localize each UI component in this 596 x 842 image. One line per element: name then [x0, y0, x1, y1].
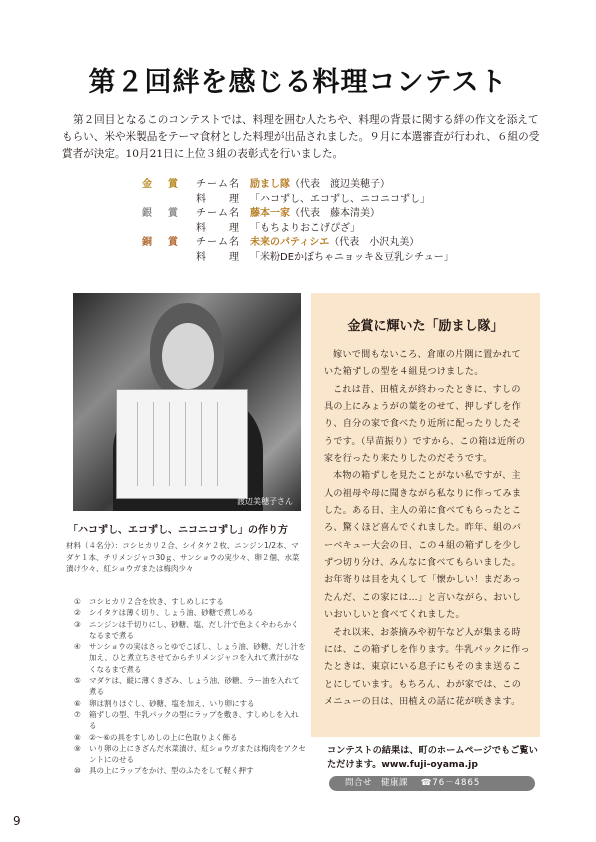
- recipe-step: ③ ニンジンは千切りにし、砂糖、塩、だし汁で色よくやわらかくなるまで煮る: [74, 619, 299, 640]
- award-silver-dish-row: [142, 222, 482, 237]
- recipe-steps: [68, 596, 306, 777]
- results-notice: コンテストの結果は、町のホームページでもご覧いただけます。www.fuji-oyama.jp: [327, 745, 538, 770]
- person-face: [162, 323, 214, 389]
- intro-paragraph: 第２回目となるこのコンテストでは、料理を囲む人たちや、料理の背景に関する絆の作文を添えてもらい、米や米製品をテーマ食材とした料理が出品されました。９月に本選審査が行われ、６組の受賞者が決定。10月21日に上位３組の表彰式を行いました。: [62, 114, 540, 160]
- awards-list: [142, 178, 482, 265]
- silver-prize-label: 銀 賞: [142, 208, 181, 219]
- story-paragraph: 嫁いで間もないころ、倉庫の片隅に置かれていた箱ずしの型を４組見つけました。: [324, 350, 521, 378]
- dish-label: 料 理: [196, 251, 240, 263]
- recipe-step: ⑩ 具の上にラップをかけ、型のふたをして軽く押す: [74, 766, 254, 776]
- recipe-ingredients: 材料（４名分）：コシヒカリ２合、シイタケ２枚、ニンジン1/2本、マダケ１本、チリメンジャコ30ｇ、サンショウの実少々、卵２個、水菜漬け少々、紅ショウガまたは梅肉少々: [66, 541, 300, 574]
- dish-label: 料 理: [196, 222, 240, 234]
- page-title: 第２回絆を感じる料理コンテスト: [88, 67, 508, 98]
- contact-phone: ☎76－4865: [420, 778, 481, 788]
- award-gold-team-row: [142, 178, 482, 193]
- team-label: チーム名: [196, 237, 240, 248]
- recipe-step: ② シイタケは薄く切り、しょう油、砂糖で煮しめる: [74, 608, 254, 618]
- photo-caption: 渡辺美穂子さん: [237, 497, 293, 506]
- recipe-step: ⑧ ②～⑥の具をすしめしの上に色取りよく飾る: [74, 732, 238, 742]
- team-label: チーム名: [196, 208, 240, 219]
- gold-team-rep: （代表 渡辺美穂子）: [290, 179, 390, 190]
- award-bronze-dish-row: [142, 251, 482, 266]
- recipe-title: 「ハコずし、エコずし、ニコニコずし」の作り方: [68, 525, 288, 536]
- recipe-step: ⑦ 箱ずしの型、牛乳パックの型にラップを敷き、すしめしを入れる: [74, 709, 299, 731]
- award-gold-dish-row: [142, 193, 482, 208]
- bronze-team-name: 未来のパティシエ: [250, 237, 330, 248]
- silver-team-rep: （代表 藤本清美）: [290, 208, 380, 219]
- award-silver-team-row: [142, 207, 482, 222]
- contact-label: 問合せ 健康課: [345, 778, 409, 788]
- award-bronze-team-row: [142, 236, 482, 251]
- gold-team-name: 励まし隊: [250, 179, 290, 190]
- story-paragraph: 本物の箱ずしを見たことがない私ですが、主人の祖母や母に聞きながら私なりに作ってみました。ある日、主人の弟に食べてもらったところ、驚くほど喜んでくれました。昨年、組のバーベキュー大会の日、この４組の箱ずしを少しずつ切り分け、みんなに食べてもらいました。お年寄りは目を丸くして「懐かしい！まだあったんだ、この家には…」と言いながら、おいしいおいしいと食べてくれました。: [324, 471, 522, 621]
- recipe-step: ① コシヒカリ２合を炊き、すしめしにする: [74, 597, 224, 606]
- bronze-team-rep: （代表 小沢丸美）: [329, 237, 420, 248]
- silver-team-name: 藤本一家: [250, 208, 290, 219]
- story-paragraph: これは昔、田植えが終わったときに、すしの具の上にみょうがの葉をのせて、押しずしを作り、自分の家で食べたり近所に配ったりしたそうです。（早苗振り）ですから、この箱は近所の家を行ったり来たりしたのだそうです。: [324, 384, 526, 465]
- recipe-step: ⑥ 卵は割りほぐし、砂糖、塩を加え、いり卵にする: [74, 698, 255, 708]
- page-number: 9: [13, 814, 21, 828]
- bronze-prize-label: 銅 賞: [142, 237, 181, 248]
- story-paragraph: それ以来、お茶摘みや初午など人が集まる時には、この箱ずしを作ります。牛乳パックに作ったときは、東京にいる息子にもそのまま送ることにしています。もちろん、わが家では、このメニューの日は、田植えの話に花が咲きます。: [324, 627, 530, 707]
- winner-photo: [73, 293, 301, 511]
- recipe-step: ④ サンショウの実はさっとゆでこぼし、しょう油、砂糖、だし汁を加え、ひと煮立ちさせてからチリメンジャコを入れて煮汁がなくなるまで煮る: [74, 642, 306, 674]
- story-title: 金賞に輝いた「励まし隊」: [347, 319, 504, 334]
- story-box: [311, 293, 540, 737]
- contact-bar: [329, 776, 535, 791]
- gold-dish-name: 「ハコずし、エコずし、ニコニコずし」: [250, 193, 430, 205]
- recipe-step: ⑤ マダケは、縦に薄くきざみ、しょう油、砂糖、ラー油を入れて煮る: [74, 676, 300, 697]
- recipe-step: ⑨ いり卵の上にきざんだ水菜漬け、紅ショウガまたは梅肉をアクセントにのせる: [74, 743, 306, 765]
- bronze-dish-name: 「米粉DEかぼちゃニョッキ＆豆乳シチュー」: [250, 251, 454, 263]
- certificate-image: [116, 389, 248, 499]
- silver-dish-name: 「もちよりおこげぴざ」: [250, 222, 360, 234]
- dish-label: 料 理: [196, 193, 240, 205]
- team-label: チーム名: [196, 179, 240, 190]
- gold-prize-label: 金 賞: [142, 179, 181, 190]
- story-text: [324, 347, 530, 711]
